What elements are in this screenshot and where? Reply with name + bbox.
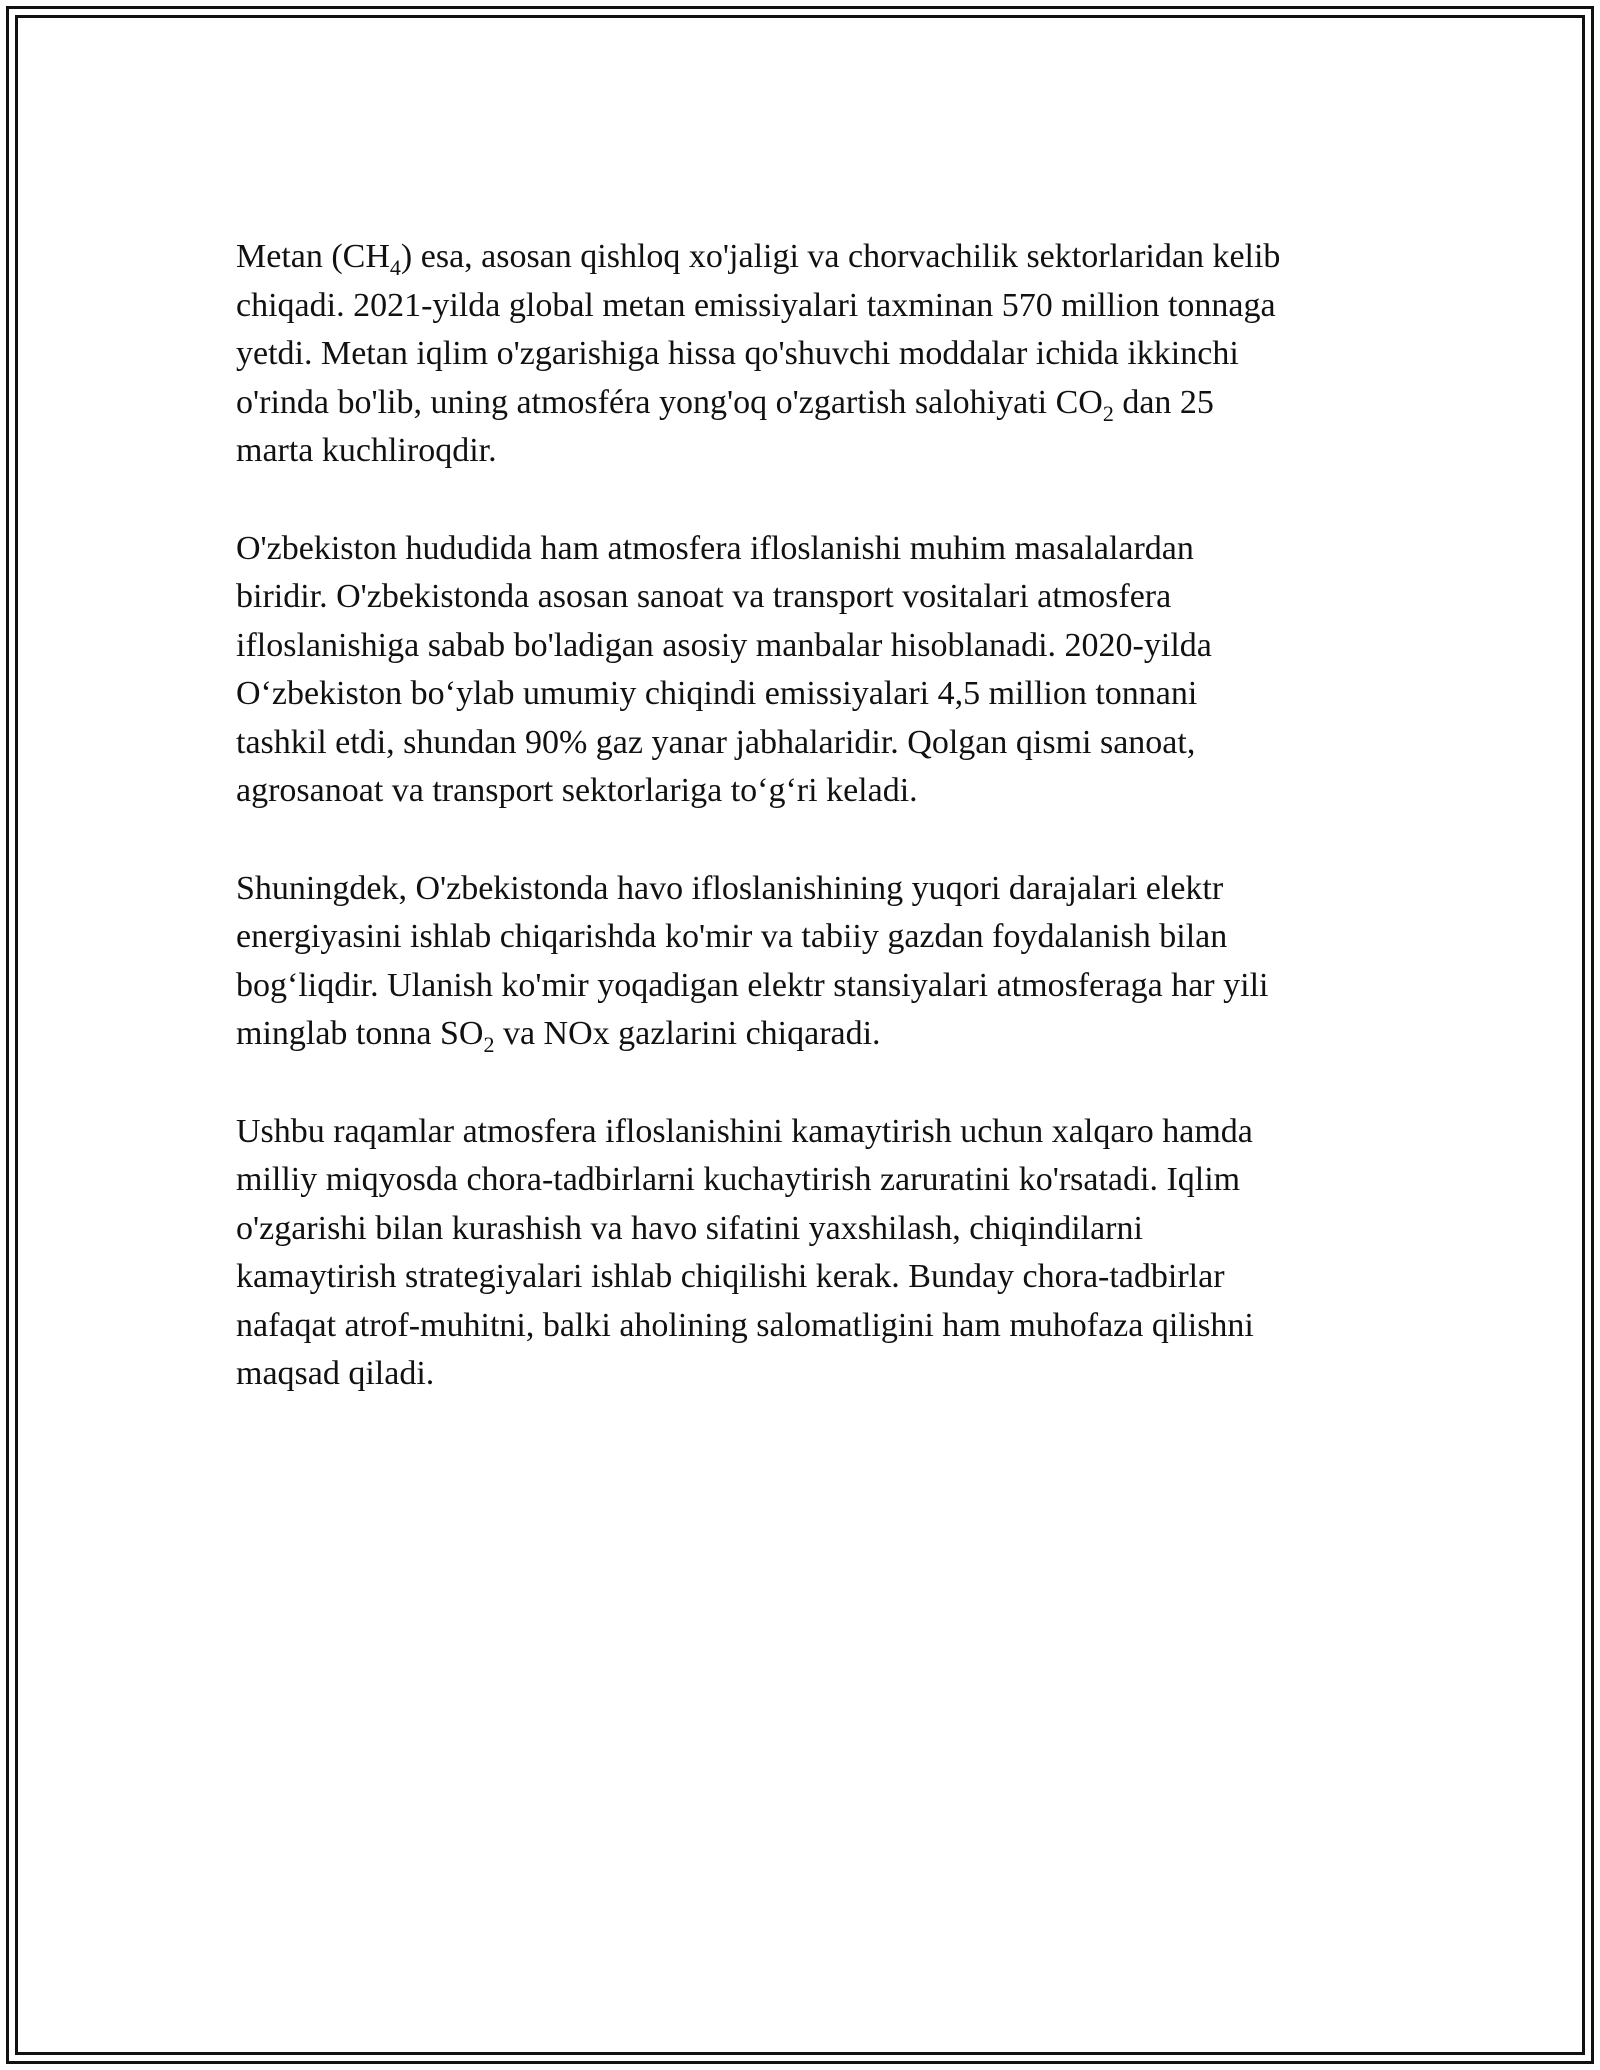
subscript-2: 2 [1102,400,1114,426]
paragraph-conclusion [236,1108,1376,1399]
paragraph-text: va NOx gazlarini chiqaradi. [494,1015,881,1052]
document-body [236,233,1376,1448]
paragraph-energy-sources [236,865,1376,1059]
paragraph-text: Metan (CH [236,238,390,275]
paragraph-text: dan 25 marta kuchliroqdir. [236,383,1214,469]
paragraph-text: O'zbekiston hududida ham atmosfera ifloslanishi muhim masalalardan biridir. O'zbekistonda asosan sanoat va transport vositalari atmosfera ifloslanishiga sabab bo'ladigan asosiy manbalar hisoblanadi. 2020-yilda O‘zbekiston bo‘ylab umumiy chiqindi emissiyalari 4,5 million tonnani tashkil etdi, shundan 90% gaz yanar jabhalaridir. Qolgan qismi sanoat, agrosanoat va transport sektorlariga to‘g‘ri keladi. [236,529,1212,809]
subscript-4: 4 [389,255,401,280]
paragraph-text: Shuningdek, O'zbekistonda havo ifloslanishining yuqori darajalari elektr energiyasini ishlab chiqarishda ko'mir va tabiiy gazdan foydalanish bilan bog‘liqdir. Ulanish ko'mir yoqadigan elektr stansiyalari atmosferaga har yili minglab tonna SO [236,869,1269,1052]
paragraph-text: ) esa, asosan qishloq xo'jaligi va chorvachilik sektorlaridan kelib chiqadi. 2021-yilda global metan emissiyalari taxminan 570 million tonnaga yetdi. Metan iqlim o'zgarishiga hissa qo'shuvchi moddalar ichida ikkinchi o'rinda bo'lib, uning atmosféra yong'oq o'zgartish salohiyati CO [236,238,1281,421]
paragraph-uzbekistan-pollution [236,525,1376,816]
subscript-2: 2 [483,1032,495,1057]
paragraph-methane [236,233,1376,476]
paragraph-text: Ushbu raqamlar atmosfera ifloslanishini kamaytirish uchun xalqaro hamda milliy miqyosda chora-tadbirlarni kuchaytirish zaruratini ko'rsatadi. Iqlim o'zgarishi bilan kurashish va havo sifatini yaxshilash, chiqindilarni kamaytirish strategiyalari ishlab chiqilishi kerak. Bunday chora-tadbirlar nafaqat atrof-muhitni, balki aholining salomatligini ham muhofaza qilishni maqsad qiladi. [236,1112,1254,1392]
